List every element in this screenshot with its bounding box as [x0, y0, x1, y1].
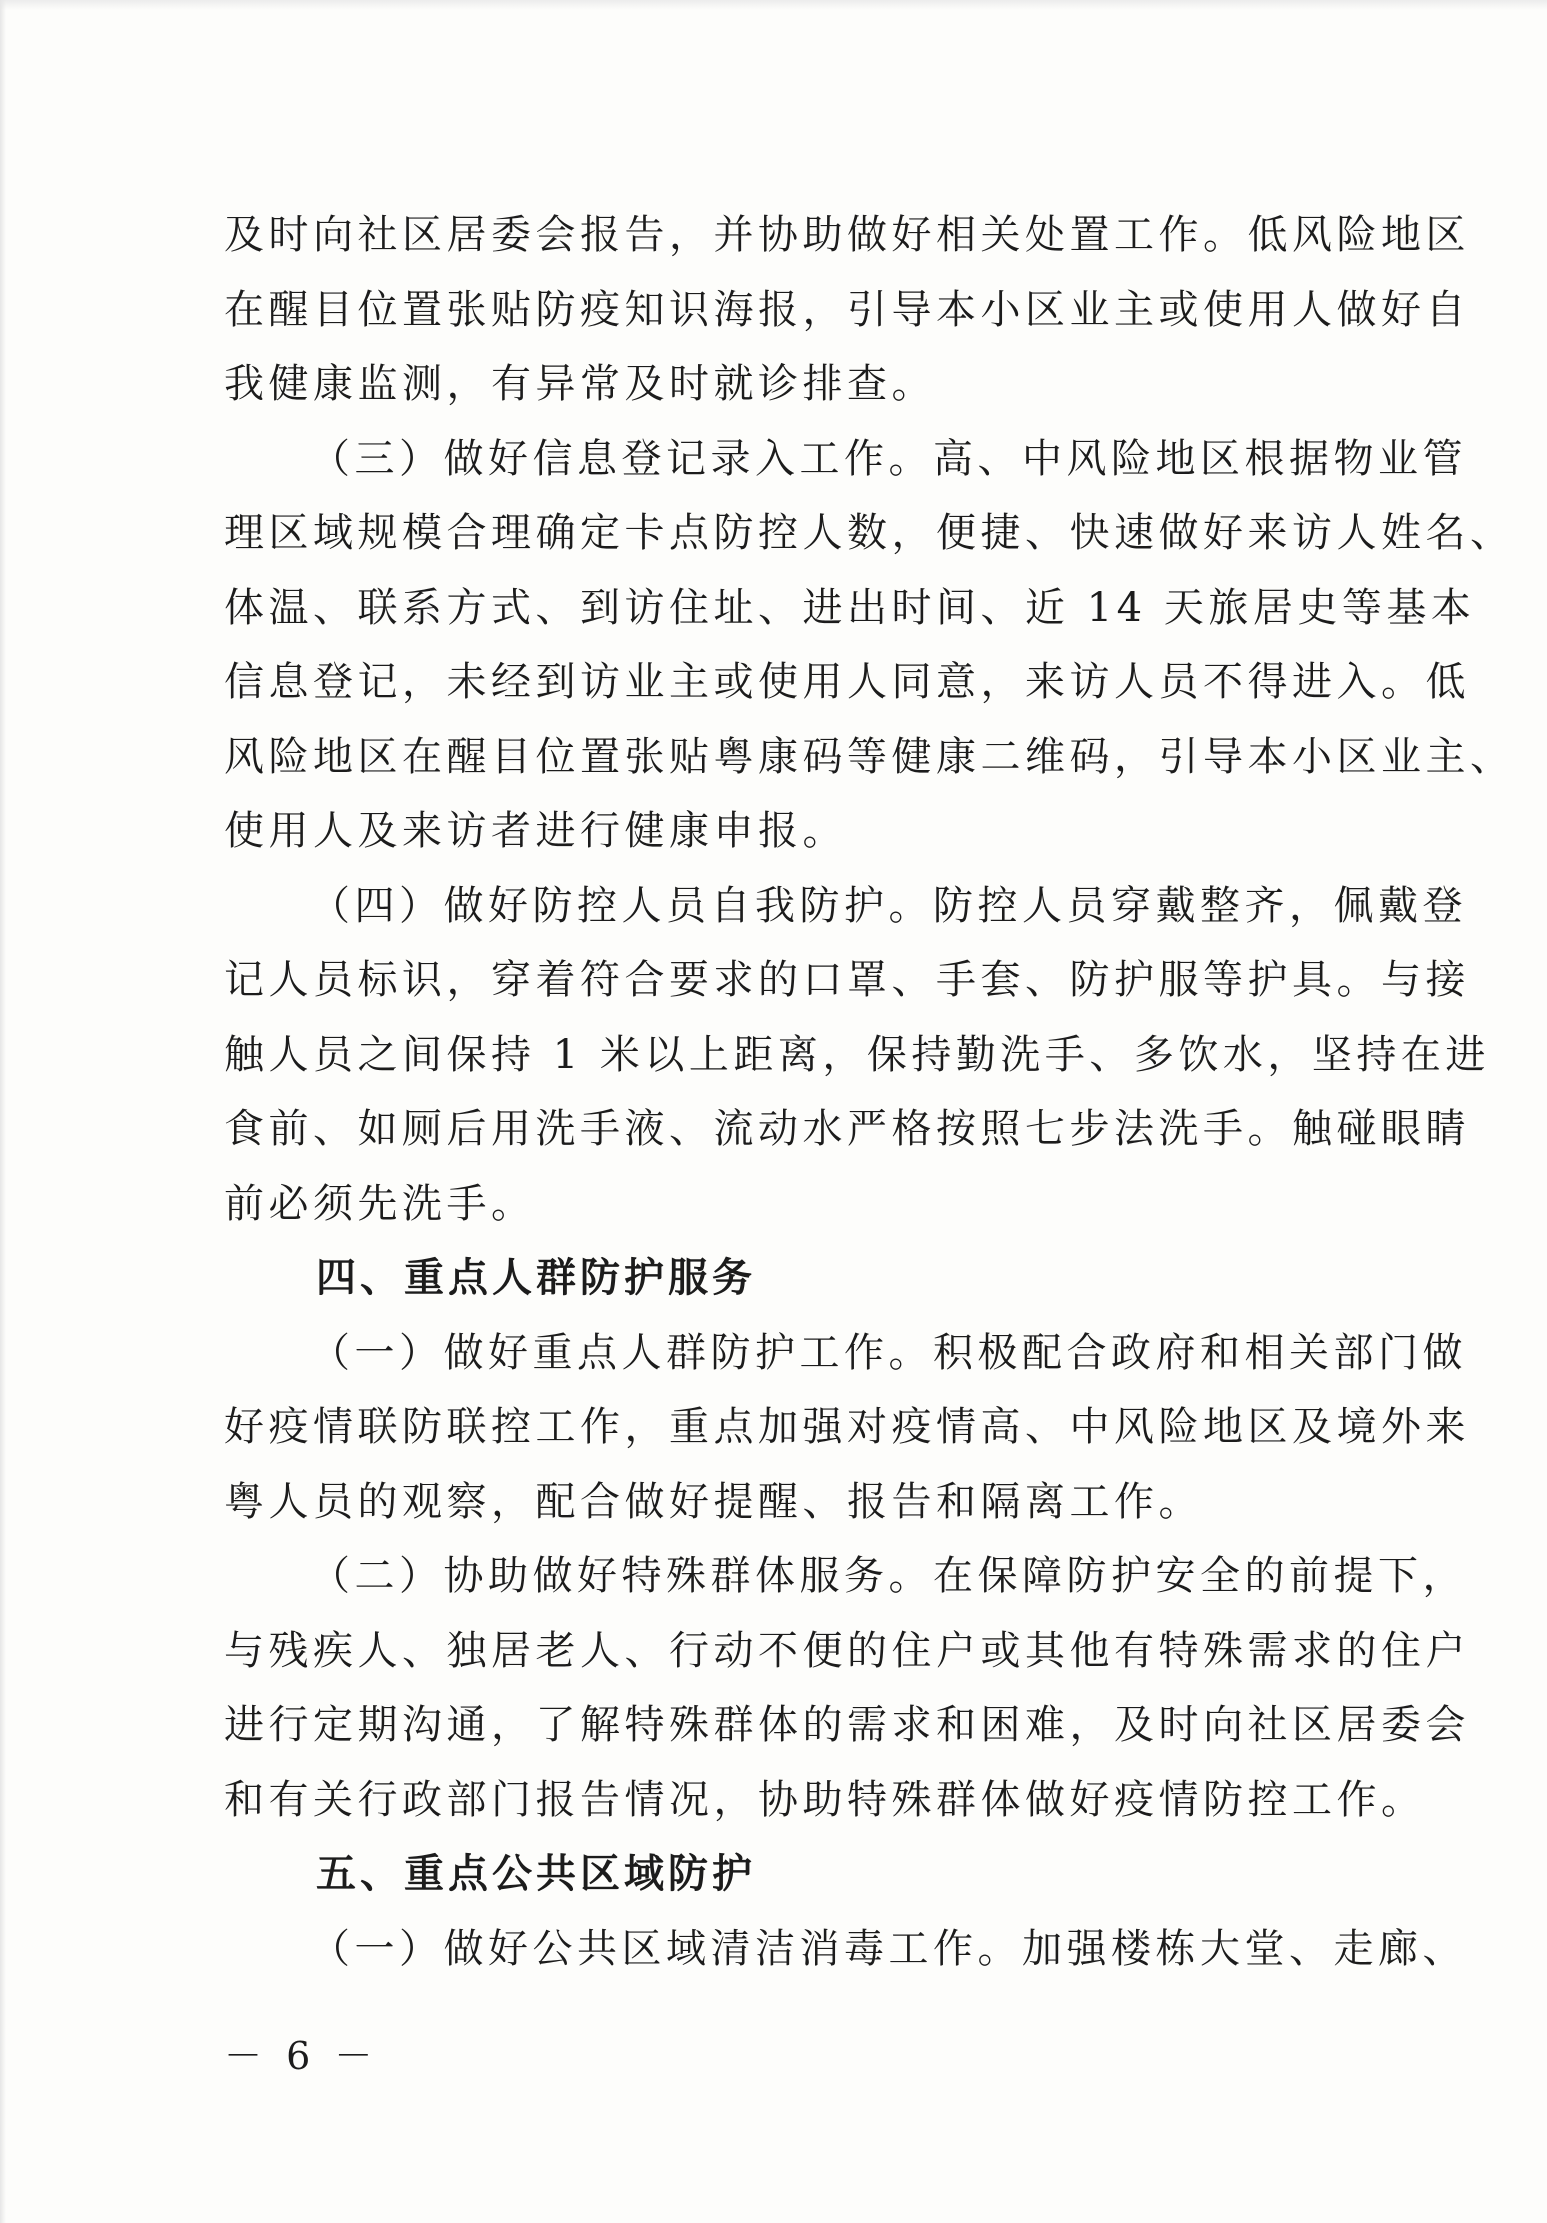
text-line: 理区域规模合理确定卡点防控人数，便捷、快速做好来访人姓名、: [224, 510, 1515, 556]
body-text: [224, 198, 1515, 1986]
text-line: 使用人及来访者进行健康申报。: [224, 808, 847, 854]
section-heading: 四、重点人群防护服务: [316, 1254, 756, 1301]
page-number: － 6 －: [224, 2034, 379, 2078]
scan-edge-top: [0, 0, 1547, 10]
text-line: 和有关行政部门报告情况，协助特殊群体做好疫情防控工作。: [224, 1776, 1426, 1823]
text-line: 记人员标识，穿着符合要求的口罩、手套、防护服等护具。与接: [224, 957, 1470, 1003]
text-line: 风险地区在醒目位置张贴粤康码等健康二维码，引导本小区业主、: [224, 733, 1515, 780]
text-line: 与残疾人、独居老人、行动不便的住户或其他有特殊需求的住户: [224, 1627, 1470, 1674]
paragraph-start: （一）做好公共区域清洁消毒工作。加强楼栋大堂、走廊、: [310, 1925, 1467, 1972]
text-line: 前必须先洗手。: [224, 1180, 536, 1227]
text-line: 体温、联系方式、到访住址、进出时间、近 14 天旅居史等基本: [224, 584, 1476, 631]
section-heading: 五、重点公共区域防护: [316, 1850, 756, 1897]
text-line: 信息登记，未经到访业主或使用人同意，来访人员不得进入。低: [224, 659, 1470, 705]
text-line: 及时向社区居委会报告，并协助做好相关处置工作。低风险地区: [224, 212, 1470, 258]
scan-edge-left: [0, 0, 6, 2223]
text-line: 在醒目位置张贴防疫知识海报，引导本小区业主或使用人做好自: [224, 286, 1470, 333]
paragraph-start: （二）协助做好特殊群体服务。在保障防护安全的前提下，: [310, 1553, 1467, 1599]
text-line: 好疫情联防联控工作，重点加强对疫情高、中风险地区及境外来: [224, 1404, 1470, 1450]
text-line: 进行定期沟通，了解特殊群体的需求和困难，及时向社区居委会: [224, 1702, 1470, 1748]
paragraph-start: （四）做好防控人员自我防护。防控人员穿戴整齐，佩戴登: [310, 882, 1467, 929]
text-line: 粤人员的观察，配合做好提醒、报告和隔离工作。: [224, 1478, 1203, 1525]
paragraph-start: （三）做好信息登记录入工作。高、中风险地区根据物业管: [310, 435, 1467, 482]
text-line: 食前、如厕后用洗手液、流动水严格按照七步法洗手。触碰眼睛: [224, 1106, 1470, 1152]
text-line: 触人员之间保持 1 米以上距离，保持勤洗手、多饮水，坚持在进: [224, 1031, 1490, 1078]
text-line: 我健康监测，有异常及时就诊排查。: [224, 361, 936, 407]
paragraph-start: （一）做好重点人群防护工作。积极配合政府和相关部门做: [310, 1329, 1467, 1376]
